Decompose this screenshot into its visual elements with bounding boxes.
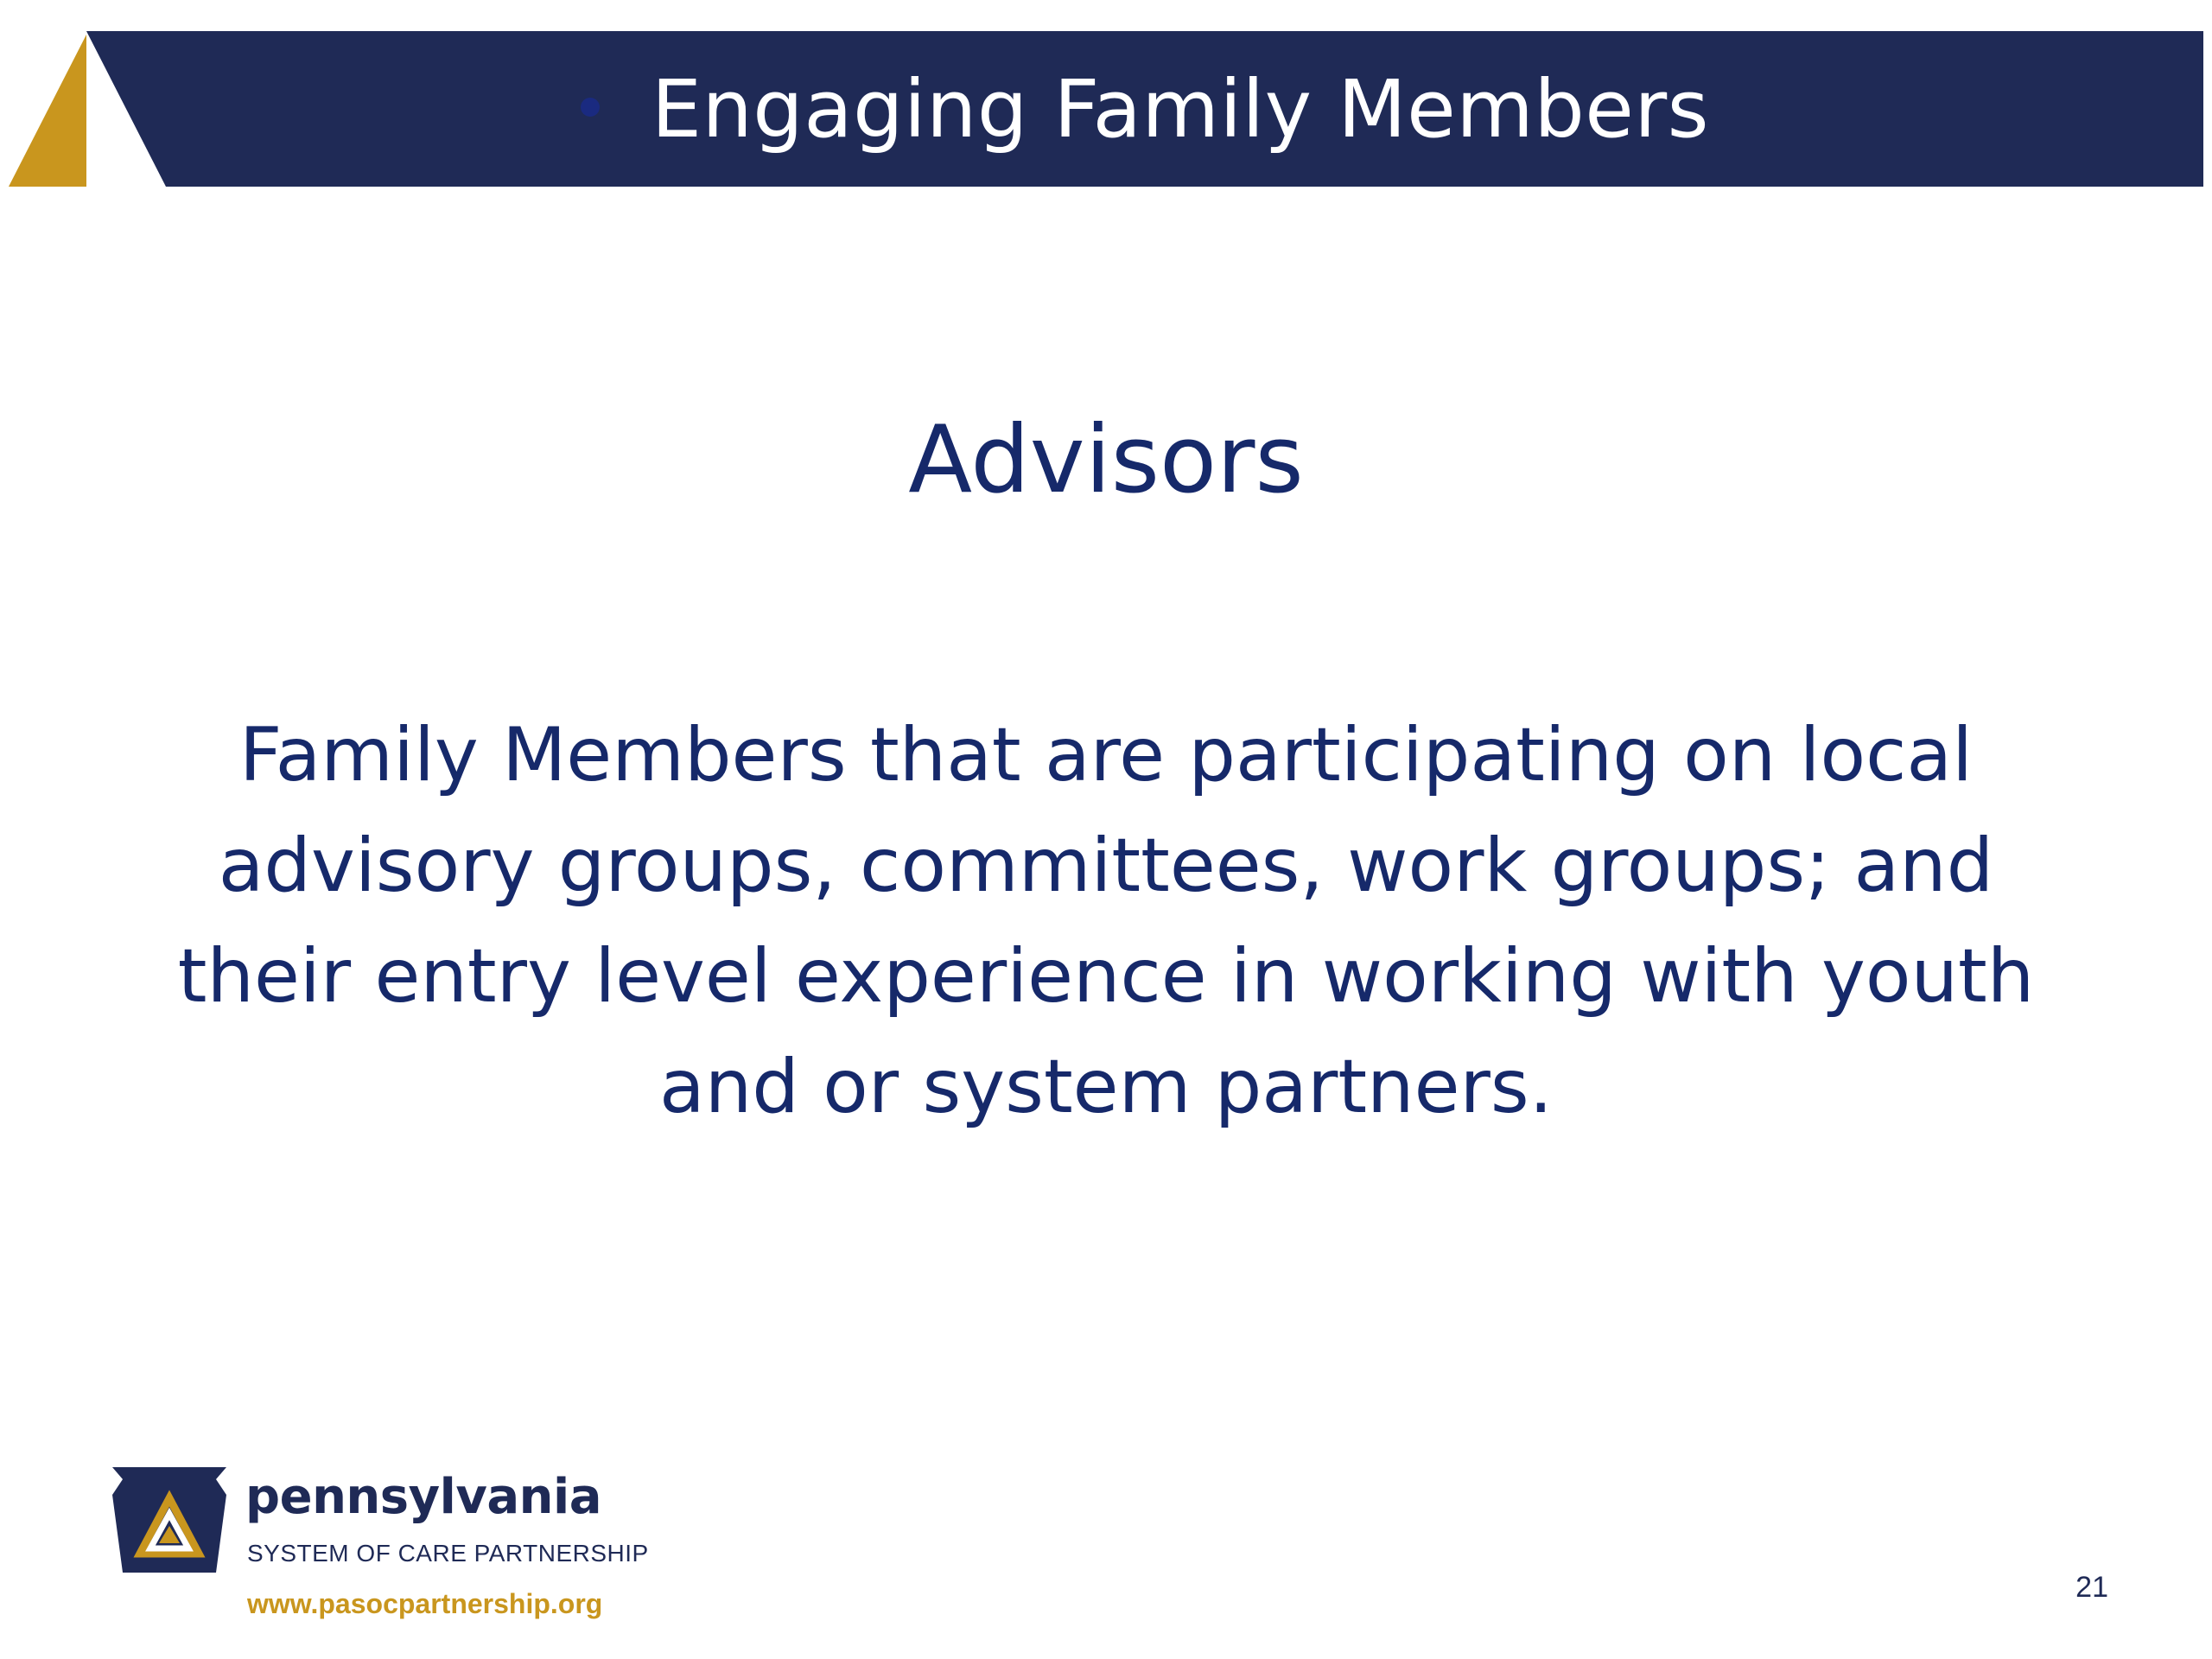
bullet-dot-icon [581,98,600,117]
website-link[interactable]: www.pasocpartnership.org [247,1588,603,1619]
keystone-logo-icon [109,1460,230,1581]
brand-name: pennsylvania [245,1469,601,1525]
slide-title: Engaging Family Members [651,62,1710,156]
slide-body-text: Family Members that are participating on local advisory groups, committees, work groups; and their entry level experience in working with youth and or system partners. [177,712,2035,1130]
slide-heading: Advisors [908,406,1304,514]
brand-subtitle: SYSTEM OF CARE PARTNERSHIP [247,1540,649,1567]
page-number: 21 [2075,1571,2108,1604]
slide-title-container [86,31,2203,187]
